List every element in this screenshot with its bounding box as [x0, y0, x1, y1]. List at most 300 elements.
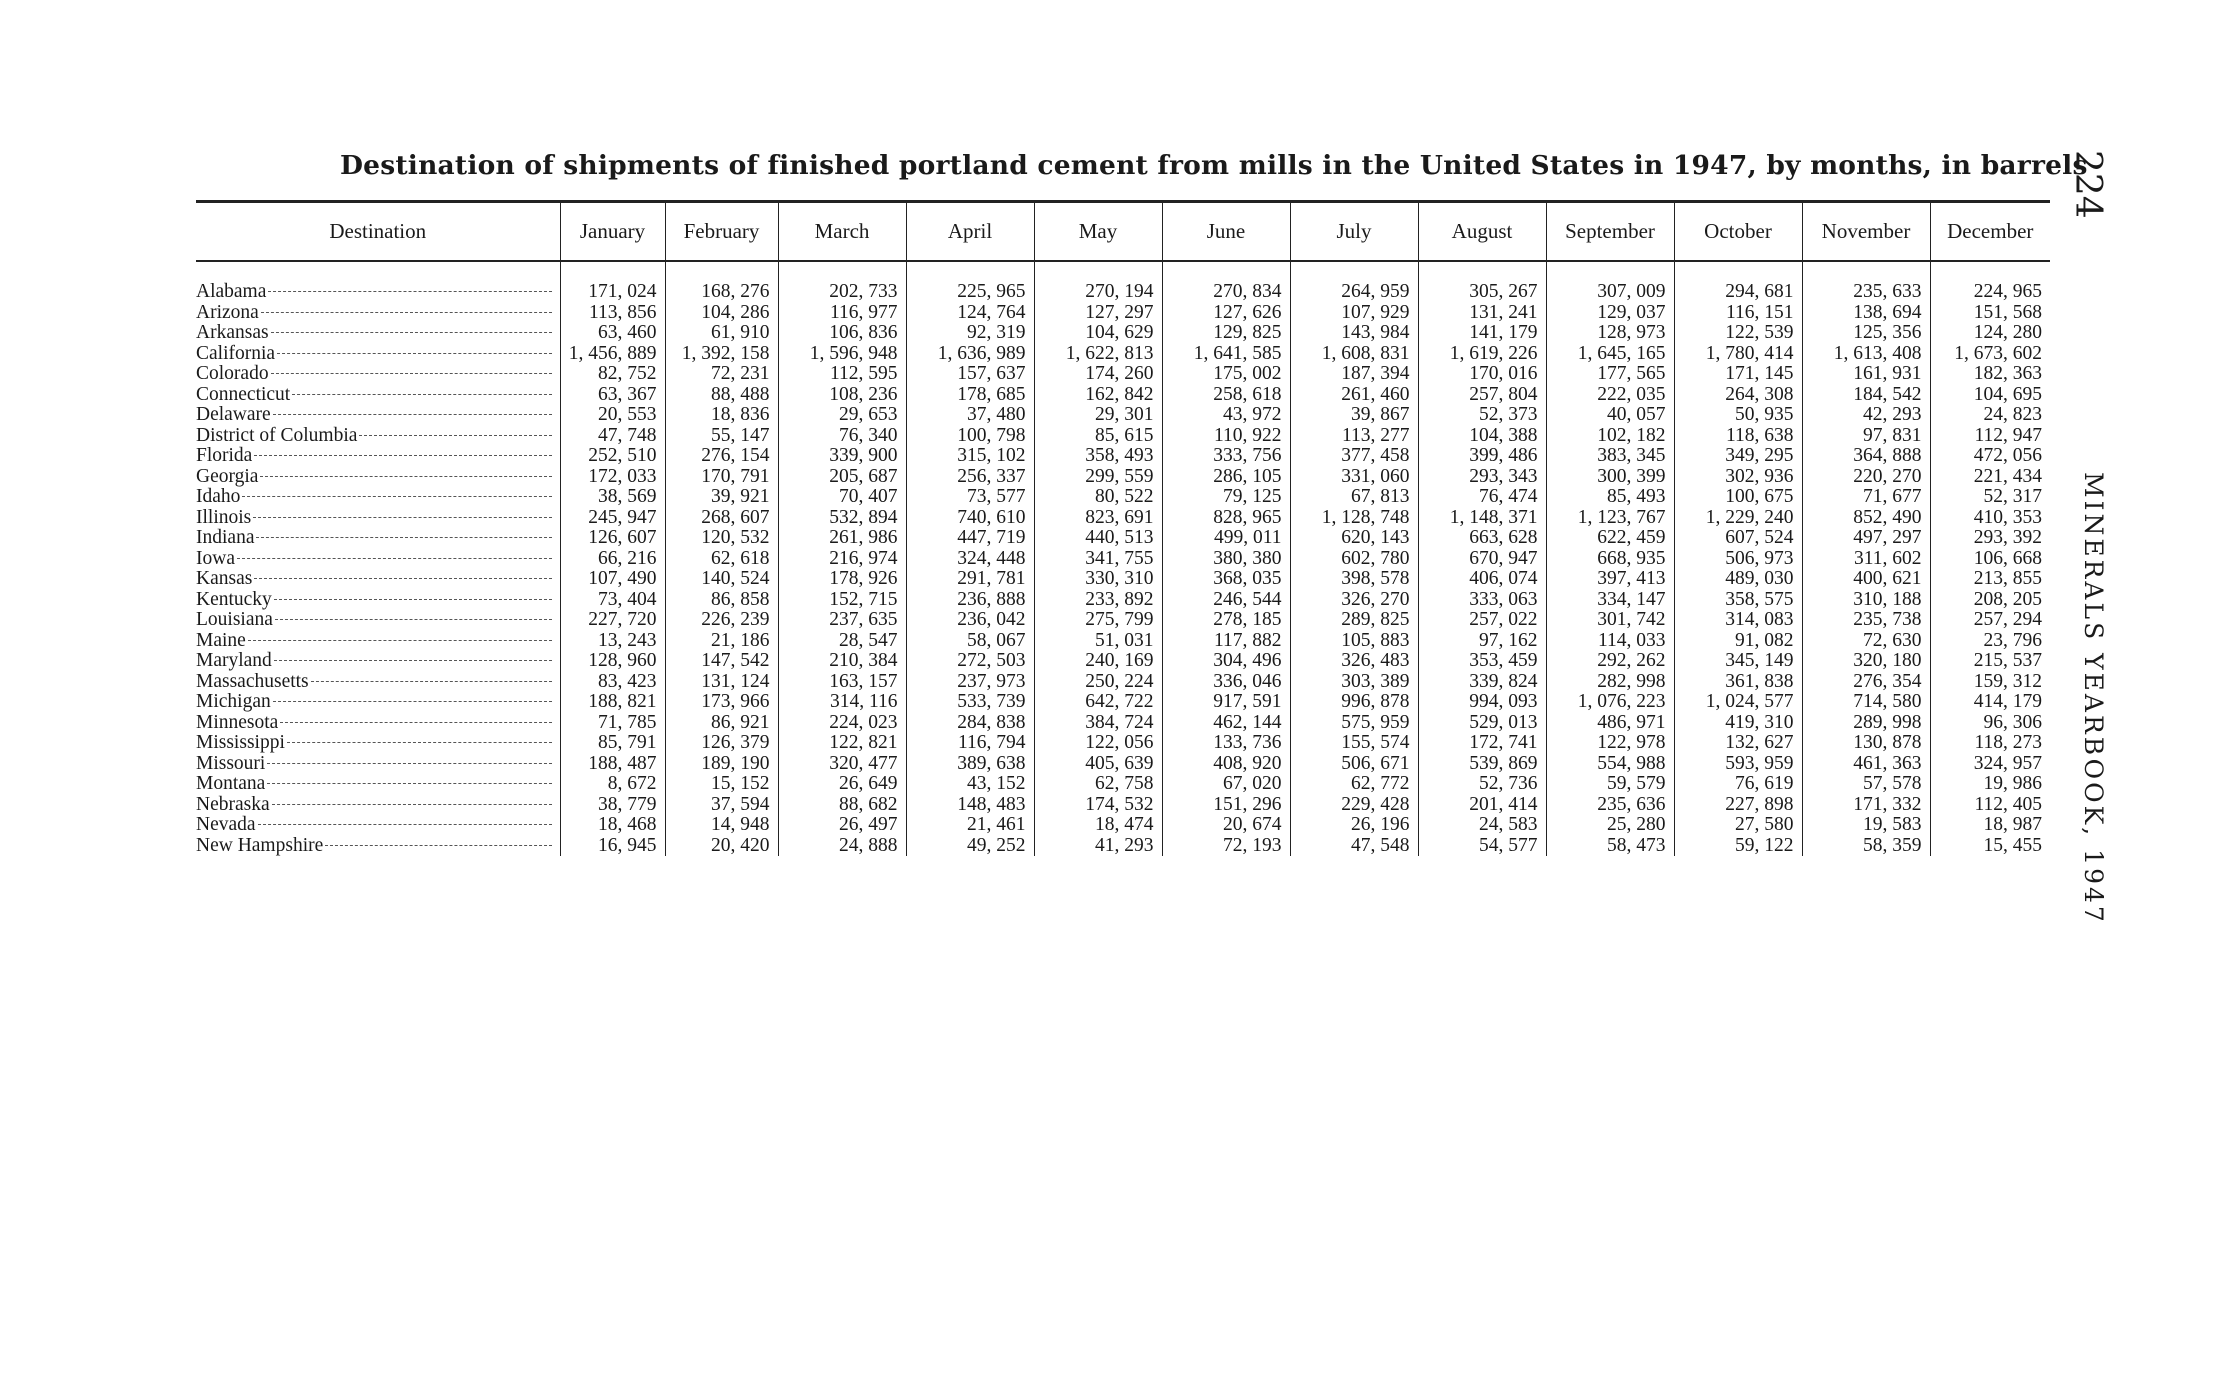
- value-cell: 264, 959: [1290, 282, 1418, 303]
- destination-cell: [196, 528, 560, 549]
- table-row: [196, 774, 2050, 795]
- dot-leader: [272, 804, 552, 805]
- value-cell: 462, 144: [1162, 713, 1290, 734]
- value-cell: 602, 780: [1290, 549, 1418, 570]
- value-cell: 472, 056: [1930, 446, 2050, 467]
- value-cell: 642, 722: [1034, 692, 1162, 713]
- value-cell: 257, 804: [1418, 385, 1546, 406]
- destination-name: Minnesota: [196, 712, 279, 733]
- dot-leader: [280, 722, 551, 723]
- value-cell: 171, 024: [560, 282, 665, 303]
- destination-name: Kentucky: [196, 589, 272, 610]
- value-cell: 506, 973: [1674, 549, 1802, 570]
- value-cell: 29, 653: [778, 405, 906, 426]
- value-cell: 1, 641, 585: [1162, 344, 1290, 365]
- value-cell: 82, 752: [560, 364, 665, 385]
- dot-leader: [242, 496, 551, 497]
- value-cell: 62, 772: [1290, 774, 1418, 795]
- value-cell: 533, 739: [906, 692, 1034, 713]
- table-row: [196, 385, 2050, 406]
- value-cell: 110, 922: [1162, 426, 1290, 447]
- column-header: February: [665, 203, 778, 260]
- value-cell: 539, 869: [1418, 754, 1546, 775]
- value-cell: 79, 125: [1162, 487, 1290, 508]
- value-cell: 1, 123, 767: [1546, 508, 1674, 529]
- value-cell: 486, 971: [1546, 713, 1674, 734]
- value-cell: 54, 577: [1418, 836, 1546, 857]
- value-cell: 26, 649: [778, 774, 906, 795]
- value-cell: 261, 986: [778, 528, 906, 549]
- value-cell: 377, 458: [1290, 446, 1418, 467]
- value-cell: 237, 635: [778, 610, 906, 631]
- destination-cell: [196, 651, 560, 672]
- value-cell: 307, 009: [1546, 282, 1674, 303]
- value-cell: 264, 308: [1674, 385, 1802, 406]
- table-row: [196, 713, 2050, 734]
- value-cell: 171, 332: [1802, 795, 1930, 816]
- dot-leader: [359, 435, 551, 436]
- destination-name: Arizona: [196, 302, 259, 323]
- value-cell: 113, 277: [1290, 426, 1418, 447]
- value-cell: 258, 618: [1162, 385, 1290, 406]
- destination-name: Florida: [196, 446, 253, 466]
- value-cell: 315, 102: [906, 446, 1034, 467]
- value-cell: 52, 317: [1930, 487, 2050, 508]
- dot-leader: [267, 783, 551, 784]
- value-cell: 353, 459: [1418, 651, 1546, 672]
- destination-cell: [196, 733, 560, 754]
- table-row: [196, 549, 2050, 570]
- value-cell: 823, 691: [1034, 508, 1162, 529]
- value-cell: 100, 675: [1674, 487, 1802, 508]
- dot-leader: [261, 312, 552, 313]
- value-cell: 331, 060: [1290, 467, 1418, 488]
- column-header: November: [1802, 203, 1930, 260]
- value-cell: 76, 474: [1418, 487, 1546, 508]
- value-cell: 85, 615: [1034, 426, 1162, 447]
- value-cell: 76, 619: [1674, 774, 1802, 795]
- table-title: Destination of shipments of finished portland cement from mills in the United States in 1947, by months, in barrels: [340, 150, 2088, 181]
- table-row: [196, 426, 2050, 447]
- value-cell: 326, 270: [1290, 590, 1418, 611]
- value-cell: 235, 738: [1802, 610, 1930, 631]
- value-cell: 311, 602: [1802, 549, 1930, 570]
- destination-name: Delaware: [196, 405, 271, 425]
- value-cell: 225, 965: [906, 282, 1034, 303]
- value-cell: 62, 758: [1034, 774, 1162, 795]
- value-cell: 52, 373: [1418, 405, 1546, 426]
- value-cell: 62, 618: [665, 549, 778, 570]
- value-cell: 21, 186: [665, 631, 778, 652]
- dot-leader: [267, 763, 551, 764]
- value-cell: 229, 428: [1290, 795, 1418, 816]
- destination-cell: [196, 713, 560, 734]
- value-cell: 189, 190: [665, 754, 778, 775]
- destination-name: Illinois: [196, 507, 252, 528]
- value-cell: 419, 310: [1674, 713, 1802, 734]
- destination-cell: [196, 364, 560, 385]
- value-cell: 39, 921: [665, 487, 778, 508]
- value-cell: 341, 755: [1034, 549, 1162, 570]
- value-cell: 128, 960: [560, 651, 665, 672]
- value-cell: 59, 122: [1674, 836, 1802, 857]
- value-cell: 227, 898: [1674, 795, 1802, 816]
- value-cell: 122, 056: [1034, 733, 1162, 754]
- value-cell: 1, 148, 371: [1418, 508, 1546, 529]
- value-cell: 131, 124: [665, 672, 778, 693]
- table-header-row: [196, 203, 2050, 260]
- value-cell: 1, 024, 577: [1674, 692, 1802, 713]
- value-cell: 15, 455: [1930, 836, 2050, 857]
- value-cell: 399, 486: [1418, 446, 1546, 467]
- value-cell: 256, 337: [906, 467, 1034, 488]
- dot-leader: [256, 537, 551, 538]
- destination-cell: [196, 631, 560, 652]
- value-cell: 593, 959: [1674, 754, 1802, 775]
- dot-leader: [277, 353, 551, 354]
- value-cell: 26, 196: [1290, 815, 1418, 836]
- value-cell: 26, 497: [778, 815, 906, 836]
- value-cell: 129, 037: [1546, 303, 1674, 324]
- value-cell: 532, 894: [778, 508, 906, 529]
- value-cell: 138, 694: [1802, 303, 1930, 324]
- column-header: April: [906, 203, 1034, 260]
- destination-name: Massachusetts: [196, 671, 309, 692]
- value-cell: 1, 613, 408: [1802, 344, 1930, 365]
- dot-leader: [273, 701, 552, 702]
- value-cell: 116, 977: [778, 303, 906, 324]
- value-cell: 326, 483: [1290, 651, 1418, 672]
- value-cell: 330, 310: [1034, 569, 1162, 590]
- value-cell: 497, 297: [1802, 528, 1930, 549]
- destination-name: Connecticut: [196, 384, 291, 405]
- value-cell: 1, 076, 223: [1546, 692, 1674, 713]
- value-cell: 289, 998: [1802, 713, 1930, 734]
- value-cell: 302, 936: [1674, 467, 1802, 488]
- value-cell: 1, 780, 414: [1674, 344, 1802, 365]
- value-cell: 384, 724: [1034, 713, 1162, 734]
- value-cell: 620, 143: [1290, 528, 1418, 549]
- destination-name: New Hampshire: [196, 835, 324, 856]
- value-cell: 126, 607: [560, 528, 665, 549]
- value-cell: 227, 720: [560, 610, 665, 631]
- value-cell: 29, 301: [1034, 405, 1162, 426]
- dot-leader: [260, 476, 551, 477]
- destination-cell: [196, 815, 560, 836]
- value-cell: 305, 267: [1418, 282, 1546, 303]
- table-row: [196, 344, 2050, 365]
- value-cell: 398, 578: [1290, 569, 1418, 590]
- value-cell: 668, 935: [1546, 549, 1674, 570]
- value-cell: 50, 935: [1674, 405, 1802, 426]
- value-cell: 324, 448: [906, 549, 1034, 570]
- value-cell: 76, 340: [778, 426, 906, 447]
- value-cell: 174, 260: [1034, 364, 1162, 385]
- page-number: 224: [2067, 150, 2108, 219]
- value-cell: 63, 460: [560, 323, 665, 344]
- table-row: [196, 467, 2050, 488]
- value-cell: 83, 423: [560, 672, 665, 693]
- value-cell: 406, 074: [1418, 569, 1546, 590]
- value-cell: 19, 583: [1802, 815, 1930, 836]
- value-cell: 215, 537: [1930, 651, 2050, 672]
- value-cell: 37, 594: [665, 795, 778, 816]
- column-header: March: [778, 203, 906, 260]
- dot-leader: [254, 578, 551, 579]
- value-cell: 292, 262: [1546, 651, 1674, 672]
- destination-name: Kansas: [196, 569, 253, 589]
- value-cell: 71, 677: [1802, 487, 1930, 508]
- value-cell: 293, 343: [1418, 467, 1546, 488]
- destination-name: District of Columbia: [196, 425, 358, 446]
- value-cell: 172, 033: [560, 467, 665, 488]
- value-cell: 97, 162: [1418, 631, 1546, 652]
- value-cell: 252, 510: [560, 446, 665, 467]
- value-cell: 23, 796: [1930, 631, 2050, 652]
- value-cell: 210, 384: [778, 651, 906, 672]
- value-cell: 208, 205: [1930, 590, 2050, 611]
- value-cell: 1, 392, 158: [665, 344, 778, 365]
- destination-cell: [196, 692, 560, 713]
- value-cell: 1, 673, 602: [1930, 344, 2050, 365]
- dot-leader: [237, 558, 552, 559]
- value-cell: 102, 182: [1546, 426, 1674, 447]
- value-cell: 112, 947: [1930, 426, 2050, 447]
- value-cell: 607, 524: [1674, 528, 1802, 549]
- destination-cell: [196, 344, 560, 365]
- column-header: January: [560, 203, 665, 260]
- value-cell: 91, 082: [1674, 631, 1802, 652]
- value-cell: 339, 900: [778, 446, 906, 467]
- value-cell: 380, 380: [1162, 549, 1290, 570]
- dot-leader: [271, 373, 552, 374]
- value-cell: 107, 490: [560, 569, 665, 590]
- table-row: [196, 733, 2050, 754]
- value-cell: 147, 542: [665, 651, 778, 672]
- value-cell: 151, 296: [1162, 795, 1290, 816]
- value-cell: 18, 987: [1930, 815, 2050, 836]
- destination-name: Maine: [196, 630, 246, 651]
- value-cell: 489, 030: [1674, 569, 1802, 590]
- value-cell: 104, 629: [1034, 323, 1162, 344]
- value-cell: 440, 513: [1034, 528, 1162, 549]
- value-cell: 216, 974: [778, 549, 906, 570]
- value-cell: 47, 548: [1290, 836, 1418, 857]
- value-cell: 714, 580: [1802, 692, 1930, 713]
- value-cell: 104, 286: [665, 303, 778, 324]
- value-cell: 1, 608, 831: [1290, 344, 1418, 365]
- value-cell: 310, 188: [1802, 590, 1930, 611]
- table-row: [196, 590, 2050, 611]
- value-cell: 132, 627: [1674, 733, 1802, 754]
- value-cell: 86, 858: [665, 590, 778, 611]
- value-cell: 670, 947: [1418, 549, 1546, 570]
- value-cell: 275, 799: [1034, 610, 1162, 631]
- value-cell: 1, 128, 748: [1290, 508, 1418, 529]
- value-cell: 24, 823: [1930, 405, 2050, 426]
- value-cell: 100, 798: [906, 426, 1034, 447]
- value-cell: 1, 645, 165: [1546, 344, 1674, 365]
- value-cell: 131, 241: [1418, 303, 1546, 324]
- value-cell: 188, 487: [560, 754, 665, 775]
- value-cell: 447, 719: [906, 528, 1034, 549]
- value-cell: 339, 824: [1418, 672, 1546, 693]
- value-cell: 72, 630: [1802, 631, 1930, 652]
- value-cell: 51, 031: [1034, 631, 1162, 652]
- value-cell: 59, 579: [1546, 774, 1674, 795]
- destination-name: Idaho: [196, 487, 241, 507]
- dot-leader: [325, 845, 551, 846]
- value-cell: 575, 959: [1290, 713, 1418, 734]
- value-cell: 226, 239: [665, 610, 778, 631]
- value-cell: 24, 888: [778, 836, 906, 857]
- value-cell: 38, 569: [560, 487, 665, 508]
- value-cell: 159, 312: [1930, 672, 2050, 693]
- value-cell: 128, 973: [1546, 323, 1674, 344]
- value-cell: 116, 794: [906, 733, 1034, 754]
- value-cell: 303, 389: [1290, 672, 1418, 693]
- value-cell: 155, 574: [1290, 733, 1418, 754]
- value-cell: 1, 229, 240: [1674, 508, 1802, 529]
- value-cell: 301, 742: [1546, 610, 1674, 631]
- value-cell: 170, 791: [665, 467, 778, 488]
- value-cell: 361, 838: [1674, 672, 1802, 693]
- value-cell: 49, 252: [906, 836, 1034, 857]
- destination-name: Mississippi: [196, 733, 285, 753]
- value-cell: 336, 046: [1162, 672, 1290, 693]
- column-header: June: [1162, 203, 1290, 260]
- destination-name: Montana: [196, 774, 266, 794]
- dot-leader: [273, 414, 552, 415]
- value-cell: 67, 813: [1290, 487, 1418, 508]
- value-cell: 334, 147: [1546, 590, 1674, 611]
- value-cell: 108, 236: [778, 385, 906, 406]
- value-cell: 18, 468: [560, 815, 665, 836]
- value-cell: 28, 547: [778, 631, 906, 652]
- destination-name: Missouri: [196, 753, 266, 774]
- value-cell: 1, 456, 889: [560, 344, 665, 365]
- value-cell: 88, 682: [778, 795, 906, 816]
- value-cell: 324, 957: [1930, 754, 2050, 775]
- column-header: October: [1674, 203, 1802, 260]
- value-cell: 92, 319: [906, 323, 1034, 344]
- value-cell: 126, 379: [665, 733, 778, 754]
- destination-cell: [196, 508, 560, 529]
- value-cell: 39, 867: [1290, 405, 1418, 426]
- value-cell: 41, 293: [1034, 836, 1162, 857]
- value-cell: 286, 105: [1162, 467, 1290, 488]
- value-cell: 37, 480: [906, 405, 1034, 426]
- dot-leader: [248, 640, 552, 641]
- value-cell: 410, 353: [1930, 508, 2050, 529]
- value-cell: 104, 388: [1418, 426, 1546, 447]
- value-cell: 21, 461: [906, 815, 1034, 836]
- value-cell: 368, 035: [1162, 569, 1290, 590]
- value-cell: 127, 626: [1162, 303, 1290, 324]
- table-row: [196, 569, 2050, 590]
- value-cell: 72, 193: [1162, 836, 1290, 857]
- value-cell: 188, 821: [560, 692, 665, 713]
- running-head: MINERALS YEARBOOK, 1947: [2079, 472, 2108, 925]
- dot-leader: [274, 599, 552, 600]
- value-cell: 529, 013: [1418, 713, 1546, 734]
- value-cell: 130, 878: [1802, 733, 1930, 754]
- value-cell: 163, 157: [778, 672, 906, 693]
- value-cell: 289, 825: [1290, 610, 1418, 631]
- value-cell: 554, 988: [1546, 754, 1674, 775]
- value-cell: 97, 831: [1802, 426, 1930, 447]
- table-row: [196, 405, 2050, 426]
- value-cell: 1, 636, 989: [906, 344, 1034, 365]
- value-cell: 112, 595: [778, 364, 906, 385]
- value-cell: 333, 756: [1162, 446, 1290, 467]
- destination-name: Colorado: [196, 364, 269, 384]
- value-cell: 294, 681: [1674, 282, 1802, 303]
- table-row: [196, 672, 2050, 693]
- destination-cell: [196, 795, 560, 816]
- value-cell: 408, 920: [1162, 754, 1290, 775]
- column-header: September: [1546, 203, 1674, 260]
- value-cell: 143, 984: [1290, 323, 1418, 344]
- value-cell: 80, 522: [1034, 487, 1162, 508]
- value-cell: 107, 929: [1290, 303, 1418, 324]
- value-cell: 52, 736: [1418, 774, 1546, 795]
- destination-cell: [196, 590, 560, 611]
- value-cell: 224, 965: [1930, 282, 2050, 303]
- value-cell: 291, 781: [906, 569, 1034, 590]
- value-cell: 43, 152: [906, 774, 1034, 795]
- value-cell: 282, 998: [1546, 672, 1674, 693]
- value-cell: 270, 834: [1162, 282, 1290, 303]
- table-row: [196, 754, 2050, 775]
- value-cell: 151, 568: [1930, 303, 2050, 324]
- value-cell: 157, 637: [906, 364, 1034, 385]
- value-cell: 72, 231: [665, 364, 778, 385]
- value-cell: 233, 892: [1034, 590, 1162, 611]
- value-cell: 414, 179: [1930, 692, 2050, 713]
- table-row: [196, 508, 2050, 529]
- value-cell: 122, 821: [778, 733, 906, 754]
- value-cell: 1, 619, 226: [1418, 344, 1546, 365]
- value-cell: 58, 473: [1546, 836, 1674, 857]
- value-cell: 304, 496: [1162, 651, 1290, 672]
- destination-name: Indiana: [196, 528, 255, 548]
- value-cell: 314, 083: [1674, 610, 1802, 631]
- value-cell: 272, 503: [906, 651, 1034, 672]
- value-cell: 112, 405: [1930, 795, 2050, 816]
- value-cell: 122, 978: [1546, 733, 1674, 754]
- value-cell: 88, 488: [665, 385, 778, 406]
- destination-name: Nebraska: [196, 794, 270, 815]
- value-cell: 20, 420: [665, 836, 778, 857]
- value-cell: 994, 093: [1418, 692, 1546, 713]
- destination-name: Iowa: [196, 548, 235, 569]
- destination-name: Michigan: [196, 692, 271, 712]
- value-cell: 268, 607: [665, 508, 778, 529]
- value-cell: 237, 973: [906, 672, 1034, 693]
- table-row: [196, 836, 2050, 857]
- value-cell: 55, 147: [665, 426, 778, 447]
- value-cell: 205, 687: [778, 467, 906, 488]
- value-cell: 127, 297: [1034, 303, 1162, 324]
- table-row: [196, 487, 2050, 508]
- value-cell: 257, 022: [1418, 610, 1546, 631]
- destination-name: California: [196, 343, 276, 364]
- value-cell: 43, 972: [1162, 405, 1290, 426]
- value-cell: 506, 671: [1290, 754, 1418, 775]
- value-cell: 42, 293: [1802, 405, 1930, 426]
- dot-leader: [274, 660, 552, 661]
